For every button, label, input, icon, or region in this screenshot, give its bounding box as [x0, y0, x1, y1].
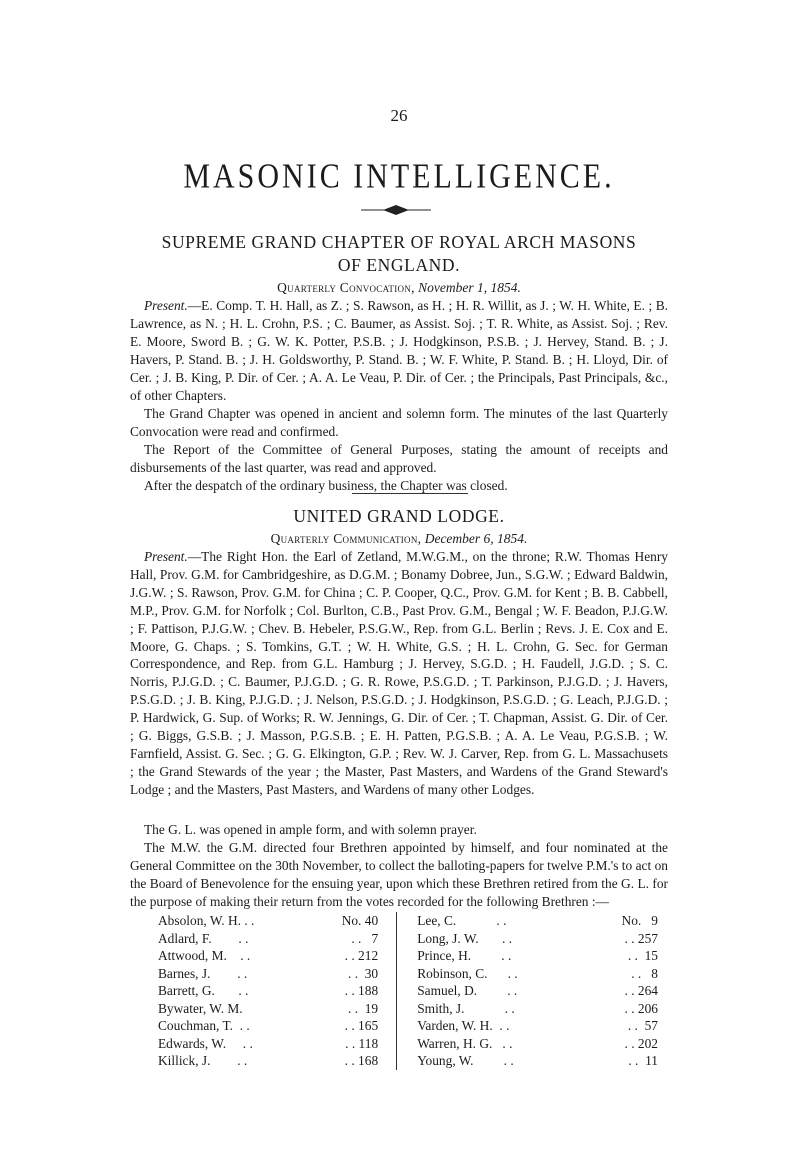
section1-title-line1: SUPREME GRAND CHAPTER OF ROYAL ARCH MASONS — [161, 232, 637, 252]
brethren-left-lodge-number: . . 168 — [344, 1053, 379, 1068]
brethren-left-name: Couchman, T. . . — [158, 1018, 250, 1033]
list-row — [158, 1000, 658, 1018]
brethren-right-lodge-number: . . 57 — [627, 1018, 658, 1033]
brethren-right-name: Varden, W. H. . . — [417, 1018, 510, 1033]
brethren-right-name: Smith, J. . . — [417, 1000, 515, 1016]
brethren-left-name: Edwards, W. . . — [158, 1035, 253, 1051]
brethren-right-lodge-number: . . 202 — [624, 1035, 658, 1051]
section1-convocation-date: November 1, 1854. — [418, 280, 521, 295]
brethren-right-lodge-number: . . 257 — [624, 930, 658, 946]
brethren-right-name: Warren, H. G. . . — [417, 1035, 513, 1051]
brethren-left-lodge-number: . . 19 — [348, 1000, 379, 1016]
brethren-left-name: Barrett, G. . . — [158, 983, 249, 998]
list-row — [158, 982, 658, 1000]
brethren-right-lodge-number: . . 206 — [624, 1000, 658, 1016]
section2-communication-label: Quarterly Communication, — [270, 531, 422, 546]
section2-present-text: —The Right Hon. the Earl of Zetland, M.W.G.M., on the throne; R.W. Thomas Henry Hall, Prov. G.M. for Cambridgeshire, as D.G.M. ; Bonamy Dobree, Jun., S.G.W. ; Edward Baldwin, J.G.W. ; S. Rawson, Prov. G.M. for China ; C. P. Cooper, Q.C., Prov. G.M. for Kent ; B. B. Cabbell, M.P., Prov. G.M. for Norfolk ; Col. Burlton, C.B., Past Prov. G.M., Bengal ; W. F. Beadon, P.J.G.W. ; F. Pattison, P.J.G.W. ; Chev. B. Hebeler, P.S.G.W., Rep. from G.L. Berlin ; Revs. J. E. Cox and E. Moore, G. Chaps. ; S. Tomkins, G.T. ; W. H. White, G.S. ; H. L. Crohn, G. Sec. for German Correspondence, and Rep. from G.L. Hamburg ; J. Hervey, S.G.D. ; H. Faudell, J.G.D. ; S. C. Norris, P.J.G.D. ; C. Baumer, P.J.G.D. ; G. R. Rowe, P.S.G.D. ; T. Parkinson, P.J.G.D. ; J. Havers, P.S.G.D. ; J. B. King, P.J.G.D. ; J. Nelson, P.S.G.D. ; J. Hodgkinson, P.S.G.D. ; G. Leach, P.J.G.D. ; P. Hardwick, G. Sup. of Works; R. W. Jennings, G. Dir. of Cer. ; T. Chapman, Assist. G. Dir. of Cer. ; G. Biggs, G.S.B. ; J. Masson, P.G.S.B. ; E. H. Patten, P.G.S.B. ; A. A. Le Veau, P.G.S.B. ; W. Farnfield, Assist. G. Sec. ; G. G. Elkington, G.P. ; Rev. W. J. Carver, Rep. from G. L. Massachusets ; the Grand Stewards of the year ; the Master, Past Masters, and Wardens of the Grand Steward's Lodge ; and the Masters, Past Masters, and Wardens of many other Lodges. — [130, 549, 668, 797]
brethren-list — [158, 912, 658, 1070]
section1-paragraph-3: The Report of the Committee of General Purposes, stating the amount of receipts and disbursements of the last quarter, was read and approved. — [130, 442, 668, 475]
section1-present-paragraph — [130, 297, 668, 404]
brethren-left-name: Killick, J. . . — [158, 1053, 248, 1068]
section1-present-text: —E. Comp. T. H. Hall, as Z. ; S. Rawson, as H. ; H. R. Willit, as J. ; W. H. White, E. ; B. Lawrence, as N. ; H. L. Crohn, P.S. ; C. Baumer, as Assist. Soj. ; T. R. White, as Assist. Soj. ; Rev. E. Moore, Sword B. ; G. W. K. Potter, P.S.B. ; J. Hodgkinson, P.S.B. ; J. Hervey, Stand. B. ; J. Havers, P. Stand. B. ; J. H. Goldsworthy, P. Stand. B. ; W. F. White, P. Stand. B. ; H. Lloyd, Dir. of Cer. ; J. B. King, P. Dir. of Cer. ; A. A. Le Veau, P. Dir. of Cer. ; the Principals, Past Principals, &c., of other Chapters. — [130, 298, 668, 403]
section2-title: UNITED GRAND LODGE. — [293, 506, 505, 526]
list-row — [158, 1052, 658, 1070]
list-row — [158, 1017, 658, 1035]
list-row — [158, 947, 658, 965]
section1-convocation-line — [130, 279, 668, 297]
brethren-left-name: Absolon, W. H. . . — [158, 913, 255, 928]
list-row — [158, 912, 658, 930]
brethren-right-name: Lee, C. . . — [417, 913, 507, 928]
brethren-left-lodge-number: . . 118 — [345, 1035, 379, 1051]
list-row — [158, 930, 658, 948]
brethren-right-name: Samuel, D. . . — [417, 983, 518, 998]
ornament-divider-icon — [361, 203, 431, 217]
section2-paragraph-3: The M.W. the G.M. directed four Brethren appointed by himself, and four nominated at the General Committee on the 30th November, to collect the balloting-papers for twelve P.M.'s to act on the Board of Benevolence for the ensuing year, upon which these Brethren retired from the G. L. for the purpose of making their return from the votes recorded for the following Brethren :— — [130, 840, 668, 909]
brethren-left-lodge-number: . . 7 — [351, 930, 379, 946]
brethren-right-lodge-number: . . 11 — [628, 1053, 658, 1068]
section2-paragraph-2: The G. L. was opened in ample form, and with solemn prayer. — [144, 822, 477, 837]
section1-convocation-label: Quarterly Convocation, — [277, 280, 415, 295]
main-title: MASONIC INTELLIGENCE. — [183, 157, 615, 196]
brethren-left-name: Bywater, W. M. — [158, 1000, 243, 1016]
section1-paragraph-4: After the despatch of the ordinary business, the Chapter was closed. — [144, 478, 508, 493]
brethren-left-lodge-number: . . 212 — [344, 948, 379, 963]
brethren-right-name: Robinson, C. . . — [417, 965, 518, 981]
brethren-right-name: Young, W. . . — [417, 1053, 514, 1068]
brethren-left-name: Attwood, M. . . — [158, 948, 251, 963]
brethren-left-name: Adlard, F. . . — [158, 930, 249, 946]
brethren-left-lodge-number: . . 165 — [344, 1018, 379, 1033]
section-divider-rule — [352, 493, 468, 494]
brethren-left-lodge-number: . . 188 — [344, 983, 379, 998]
section1-title-line2: OF ENGLAND. — [337, 255, 461, 275]
brethren-left-name: Barnes, J. . . — [158, 965, 248, 981]
list-row — [158, 1035, 658, 1053]
brethren-right-lodge-number: . . 264 — [624, 983, 658, 998]
page-number: 26 — [390, 106, 408, 125]
section2-present-label: Present. — [144, 549, 188, 564]
section1-present-label: Present. — [144, 298, 188, 313]
brethren-right-lodge-number: . . 8 — [631, 965, 658, 981]
section2-communication-date: December 6, 1854. — [424, 531, 528, 546]
brethren-left-lodge-number: No. 40 — [341, 913, 379, 928]
list-row — [158, 965, 658, 983]
brethren-right-lodge-number: . . 15 — [627, 948, 658, 963]
brethren-right-lodge-number: No. 9 — [621, 913, 658, 928]
section2-communication-line — [130, 530, 668, 548]
brethren-right-name: Prince, H. . . — [417, 948, 512, 963]
section1-paragraph-2: The Grand Chapter was opened in ancient and solemn form. The minutes of the last Quarterly Convocation were read and confirmed. — [130, 406, 668, 439]
brethren-right-name: Long, J. W. . . — [417, 930, 513, 946]
brethren-left-lodge-number: . . 30 — [348, 965, 379, 981]
section2-present-paragraph — [130, 548, 668, 799]
